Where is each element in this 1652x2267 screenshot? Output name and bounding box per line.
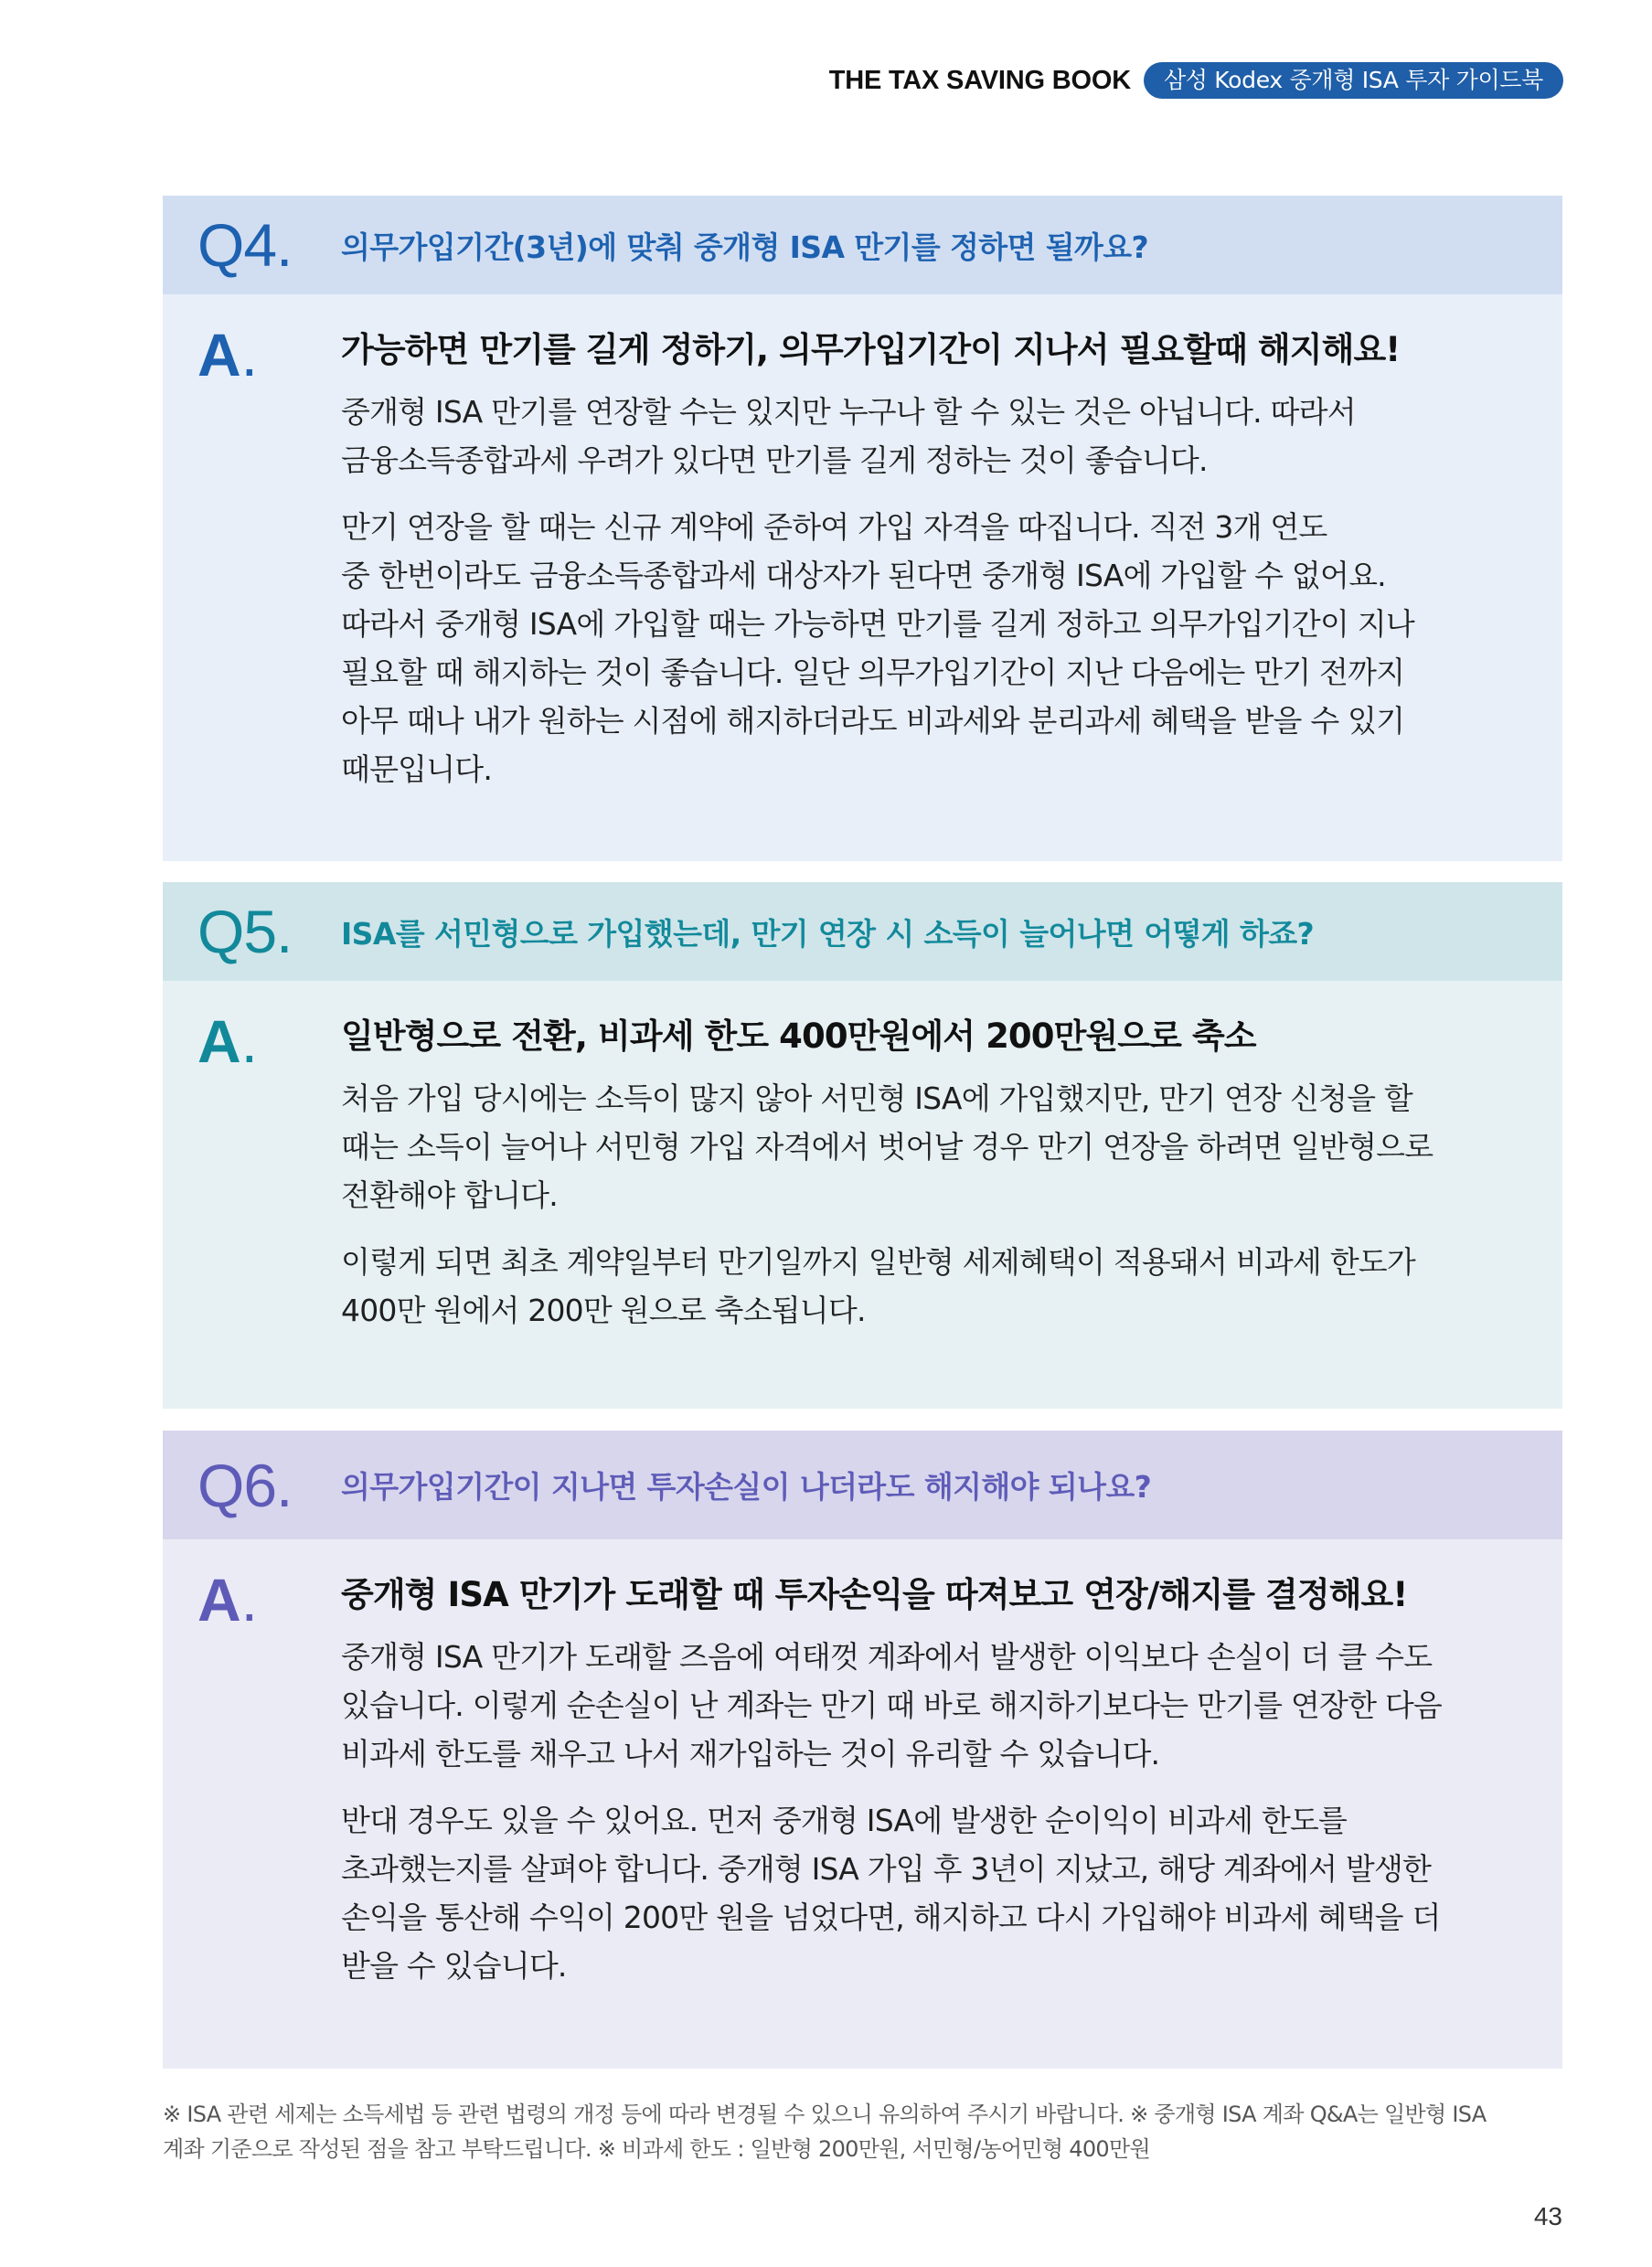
- answer-paragraph: 만기 연장을 할 때는 신규 계약에 준하여 가입 자격을 따집니다. 직전 3개 연도 중 한번이라도 금융소득종합과세 대상자가 된다면 중개형 ISA에 가입할 수 없어요. 따라서 중개형 ISA에 가입할 때는 가능하면 만기를 길게 정하고 의무가입기간이 지나 필요할 때 해지하는 것이 좋습니다. 일단 의무가입기간이 지난 다음에는 만기 전까지 아무 때나 내가 원하는 시점에 해지하더라도 비과세와 분리과세 혜택을 받을 수 있기 때문입니다.: [341, 509, 1414, 788]
- qa-section-q5: [163, 882, 1562, 1409]
- qa-section-q6: [163, 1431, 1562, 2069]
- answer-area: [163, 1539, 1562, 1990]
- answer-paragraph: 중개형 ISA 만기를 연장할 수는 있지만 누구나 할 수 있는 것은 아닙니다. 따라서 금융소득종합과세 우려가 있다면 만기를 길게 정하는 것이 좋습니다.: [341, 394, 1356, 479]
- question-bar: [163, 196, 1562, 294]
- footnote: ※ ISA 관련 세제는 소득세법 등 관련 법령의 개정 등에 따라 변경될 수 있으니 유의하여 주시기 바랍니다. ※ 중개형 ISA 계좌 Q&A는 일반형 ISA 계좌 기준으로 작성된 점을 참고 부탁드립니다. ※ 비과세 한도 : 일반형 200만원, 서민형/농어민형 400만원: [163, 2102, 1487, 2162]
- question-text: ISA를 서민형으로 가입했는데, 만기 연장 시 소득이 늘어나면 어떻게 하죠?: [341, 915, 1315, 952]
- page-header: [829, 62, 1563, 99]
- page-number: 43: [1533, 2202, 1562, 2230]
- answer-mark: A.: [197, 321, 259, 388]
- question-number: Q4.: [197, 211, 293, 279]
- qa-section-q4: [163, 196, 1562, 861]
- book-title: THE TAX SAVING BOOK: [828, 65, 1131, 95]
- guide-label-badge: 삼성 Kodex 중개형 ISA 투자 가이드북: [1144, 62, 1563, 99]
- answer-paragraph: 반대 경우도 있을 수 있어요. 먼저 중개형 ISA에 발생한 순이익이 비과세 한도를 초과했는지를 살펴야 합니다. 중개형 ISA 가입 후 3년이 지났고, 해당 계좌에서 발생한 손익을 통산해 수익이 200만 원을 넘었다면, 해지하고 다시 가입해야 비과세 혜택을 더 받을 수 있습니다.: [341, 1803, 1441, 1985]
- answer-paragraph: 이렇게 되면 최초 계약일부터 만기일까지 일반형 세제혜택이 적용돼서 비과세 한도가 400만 원에서 200만 원으로 축소됩니다.: [341, 1244, 1415, 1329]
- answer-paragraph: 처음 가입 당시에는 소득이 많지 않아 서민형 ISA에 가입했지만, 만기 연장 신청을 할 때는 소득이 늘어나 서민형 가입 자격에서 벗어날 경우 만기 연장을 하려면 일반형으로 전환해야 합니다.: [341, 1080, 1434, 1214]
- answer-paragraph: 중개형 ISA 만기가 도래할 즈음에 여태껏 계좌에서 발생한 이익보다 손실이 더 클 수도 있습니다. 이렇게 순손실이 난 계좌는 만기 때 바로 해지하기보다는 만기를 연장한 다음 비과세 한도를 채우고 나서 재가입하는 것이 유리할 수 있습니다.: [341, 1639, 1443, 1772]
- question-bar: [163, 1431, 1562, 1539]
- answer-title: 일반형으로 전환, 비과세 한도 400만원에서 200만원으로 축소: [341, 1016, 1256, 1056]
- answer-area: [163, 981, 1562, 1335]
- answer-title: 가능하면 만기를 길게 정하기, 의무가입기간이 지나서 필요할때 해지해요!: [341, 330, 1401, 369]
- question-text: 의무가입기간이 지나면 투자손실이 나더라도 해지해야 되나요?: [341, 1469, 1152, 1505]
- question-number: Q6.: [197, 1451, 293, 1519]
- answer-title: 중개형 ISA 만기가 도래할 때 투자손익을 따져보고 연장/해지를 결정해요!: [341, 1575, 1408, 1614]
- answer-area: [163, 294, 1562, 793]
- question-text: 의무가입기간(3년)에 맞춰 중개형 ISA 만기를 정하면 될까요?: [341, 229, 1149, 265]
- answer-mark: A.: [197, 1007, 259, 1075]
- answer-mark: A.: [197, 1566, 259, 1634]
- question-number: Q5.: [197, 898, 293, 965]
- question-bar: [163, 882, 1562, 981]
